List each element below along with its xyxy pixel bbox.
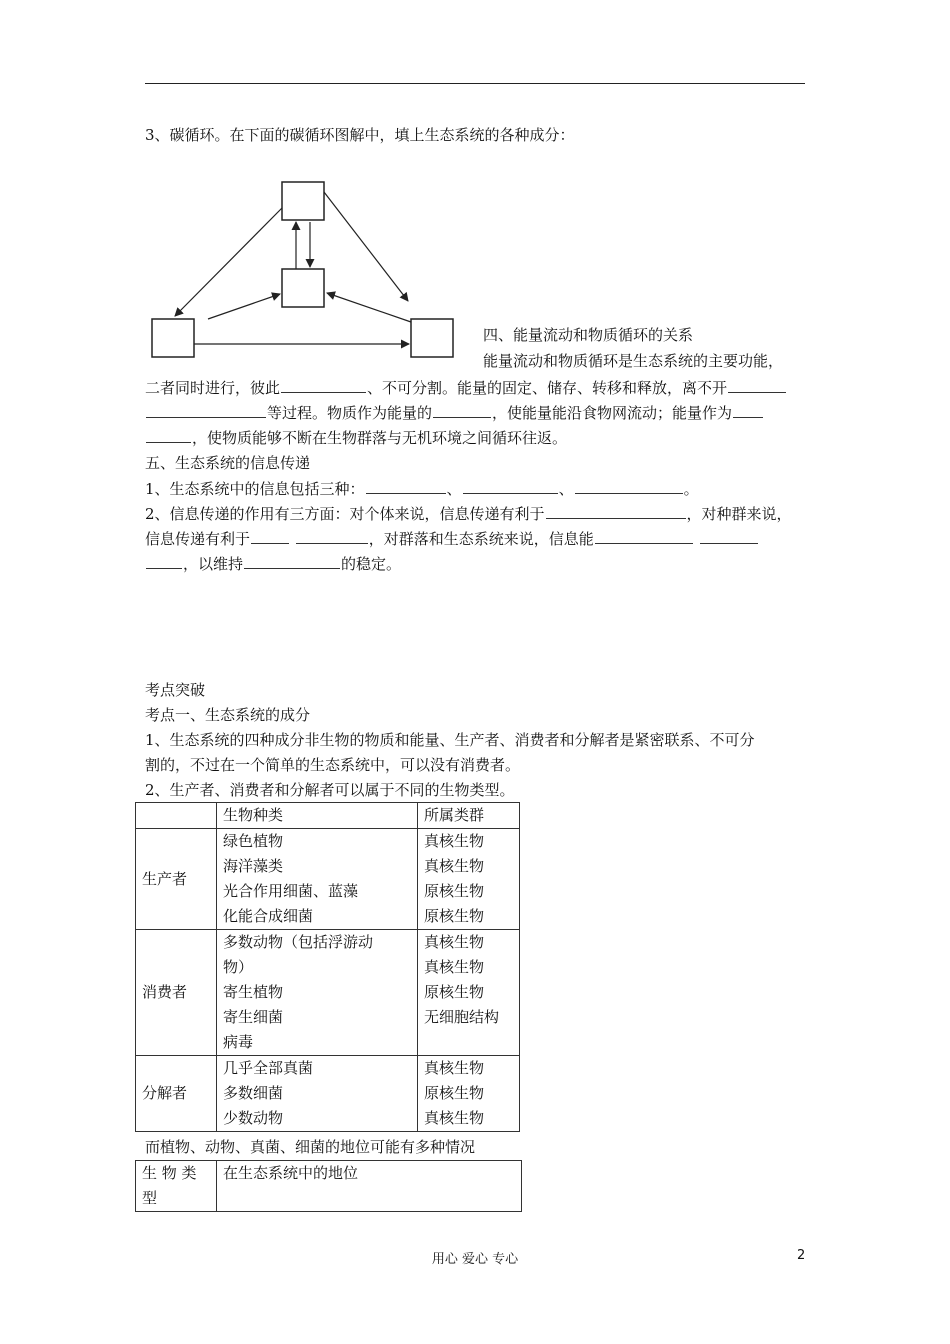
table-row [136,829,520,930]
list-item: 多数细菌 [223,1084,284,1102]
list-item: 病毒 [223,1033,254,1051]
group-cell [418,1056,520,1132]
list-item: 真核生物 [424,832,485,850]
section5-item2: 2、信息传递的作用有三方面：对个体来说，信息传递有利于 ，对种群来说， [145,505,792,523]
list-item: 真核生物 [424,857,485,875]
role-cell: 生产者 [136,829,217,930]
list-item: 真核生物 [424,958,485,976]
table-header-cell: 在生态系统中的地位 [217,1161,522,1212]
arrow-top-to-right [324,192,408,301]
role-cell: 消费者 [136,930,217,1056]
answer-blank[interactable] [733,402,763,418]
answer-blank[interactable] [146,553,182,569]
table-header-cell: 生物种类 [217,803,418,829]
kaodian-p1-cont: 割的，不过在一个简单的生态系统中，可以没有消费者。 [145,756,521,774]
section4-para-start: 能量流动和物质循环是生态系统的主要功能， [483,352,784,370]
answer-blank[interactable] [251,528,289,544]
species-cell [217,930,418,1056]
carbon-cycle-diagram [140,170,460,365]
list-item: 无细胞结构 [424,1008,500,1026]
footer-text: 用心 爱心 专心 [431,1252,519,1267]
header-text: 生 物 类 [142,1164,197,1182]
arrow-top-to-left [175,208,282,316]
answer-blank[interactable] [296,528,368,544]
list-item: 少数动物 [223,1109,284,1127]
answer-blank[interactable] [146,427,191,443]
answer-blank[interactable] [728,377,786,393]
components-table [135,802,520,1132]
table-header-row [136,1161,522,1212]
list-item: 寄生细菌 [223,1008,284,1026]
answer-blank[interactable] [146,402,266,418]
answer-blank[interactable] [575,478,683,494]
table-header-cell: 所属类群 [418,803,520,829]
box-center [282,269,324,307]
list-item: 真核生物 [424,1059,485,1077]
box-top [282,182,324,220]
list-item: 物） [223,958,254,976]
group-cell [418,829,520,930]
section4-title: 四、能量流动和物质循环的关系 [483,326,694,344]
role-cell: 分解者 [136,1056,217,1132]
kaodian-p2: 2、生产者、消费者和分解者可以属于不同的生物类型。 [145,781,515,799]
table-row [136,1056,520,1132]
list-item: 真核生物 [424,1109,485,1127]
list-item: 原核生物 [424,983,485,1001]
section4-line3: 等过程。物质作为能量的 ，使能量能沿食物网流动；能量作为 [145,402,764,423]
table-header-cell [136,803,217,829]
table-header-cell [136,1161,217,1212]
answer-blank[interactable] [433,402,491,418]
carbon-heading: 3、碳循环。在下面的碳循环图解中，填上生态系统的各种成分： [145,126,575,144]
header-rule [145,83,805,84]
answer-blank[interactable] [595,528,693,544]
answer-blank[interactable] [700,528,758,544]
list-item: 化能合成细菌 [223,907,314,925]
section5-item2-cont: 信息传递有利于 ，对群落和生态系统来说，信息能 [145,528,759,549]
section5-title: 五、生态系统的信息传递 [145,454,311,472]
list-item: 多数动物（包括浮游动 [223,933,374,951]
section5-item2-end: ，以维持 的稳定。 [145,553,401,574]
table-row [136,930,520,1056]
list-item: 原核生物 [424,882,485,900]
answer-blank[interactable] [281,377,366,393]
list-item: 绿色植物 [223,832,284,850]
list-item: 几乎全部真菌 [223,1059,314,1077]
box-right [411,319,453,357]
answer-blank[interactable] [546,503,686,519]
answer-blank[interactable] [244,553,340,569]
list-item: 光合作用细菌、蓝藻 [223,882,359,900]
list-item: 原核生物 [424,907,485,925]
section4-line2: 二者同时进行，彼此 、不可分割。能量的固定、储存、转移和释放，离不开 [145,377,787,398]
kaodian-heading: 考点突破 [145,681,206,699]
list-item: 海洋藻类 [223,857,284,875]
kaodian-p1: 1、生态系统的四种成分非生物的物质和能量、生产者、消费者和分解者是紧密联系、不可分 [145,731,755,749]
species-cell [217,829,418,930]
section5-item1: 1、生态系统中的信息包括三种： 、 、 。 [145,480,699,498]
kaodian-sub1: 考点一、生态系统的成分 [145,706,311,724]
list-item: 原核生物 [424,1084,485,1102]
list-item: 寄生植物 [223,983,284,1001]
species-cell [217,1056,418,1132]
arrow-left-to-center [208,294,280,319]
answer-blank[interactable] [463,478,558,494]
arrow-right-to-center [327,293,411,322]
answer-blank[interactable] [366,478,446,494]
box-left [152,319,194,357]
header-text: 型 [142,1189,158,1207]
group-cell [418,930,520,1056]
table-header-row [136,803,520,829]
list-item: 真核生物 [424,933,485,951]
page-number: 2 [797,1248,806,1263]
section4-line4: ，使物质能够不断在生物群落与无机环境之间循环往返。 [145,427,567,448]
after-table-text: 而植物、动物、真菌、细菌的地位可能有多种情况 [145,1138,476,1156]
roles-table [135,1160,522,1212]
